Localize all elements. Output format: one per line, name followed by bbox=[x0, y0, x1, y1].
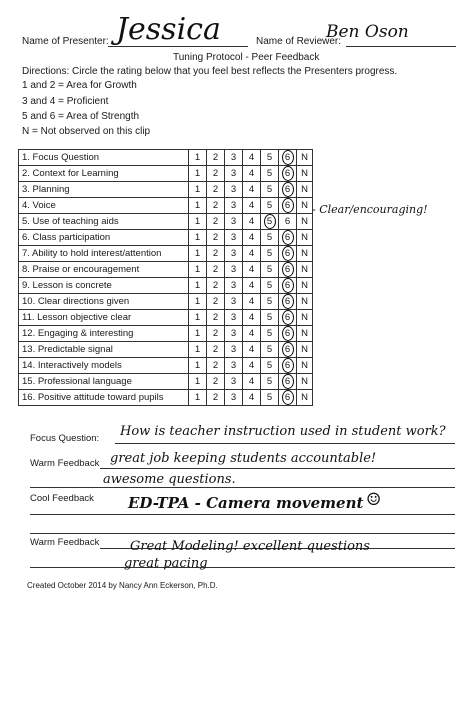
rating-value: 3 bbox=[230, 232, 237, 243]
rating-option-2[interactable] bbox=[207, 278, 225, 294]
notes-area bbox=[313, 182, 462, 198]
rating-option-N[interactable] bbox=[297, 358, 313, 374]
rating-option-6[interactable] bbox=[279, 214, 297, 230]
rating-value: 5 bbox=[266, 264, 273, 275]
rating-option-1[interactable] bbox=[189, 214, 207, 230]
rating-value: 4 bbox=[248, 360, 255, 371]
rating-option-1[interactable] bbox=[189, 342, 207, 358]
rating-value: 5 bbox=[266, 328, 273, 339]
rating-option-3[interactable] bbox=[225, 150, 243, 166]
focus-question-label: Focus Question: bbox=[30, 433, 100, 444]
rating-value: 4 bbox=[248, 376, 255, 387]
criterion-label: 7. Ability to hold interest/attention bbox=[19, 246, 189, 262]
rating-value: N bbox=[301, 392, 308, 403]
rating-option-5[interactable] bbox=[261, 390, 279, 406]
rubric-row bbox=[19, 262, 462, 278]
rating-value: 1 bbox=[194, 232, 201, 243]
rating-value: N bbox=[301, 312, 308, 323]
presenter-label: Name of Presenter: bbox=[22, 36, 109, 47]
rating-option-2[interactable] bbox=[207, 310, 225, 326]
rating-value: 3 bbox=[230, 216, 237, 227]
rating-value: 1 bbox=[194, 248, 201, 259]
rating-option-5[interactable] bbox=[261, 310, 279, 326]
rating-option-5[interactable] bbox=[261, 182, 279, 198]
rating-option-3[interactable] bbox=[225, 374, 243, 390]
rubric-row bbox=[19, 182, 462, 198]
selected-rating: 6 bbox=[282, 166, 294, 181]
rating-option-N[interactable] bbox=[297, 246, 313, 262]
rating-value: N bbox=[301, 232, 308, 243]
rating-option-6[interactable] bbox=[279, 326, 297, 342]
rating-value: N bbox=[301, 328, 308, 339]
rating-option-2[interactable] bbox=[207, 246, 225, 262]
rating-option-6[interactable] bbox=[279, 390, 297, 406]
rating-value: 5 bbox=[266, 376, 273, 387]
notes-area bbox=[313, 294, 462, 310]
rating-option-5[interactable] bbox=[261, 198, 279, 214]
rating-value: 2 bbox=[212, 168, 219, 179]
rating-option-3[interactable] bbox=[225, 358, 243, 374]
rating-value: 4 bbox=[248, 392, 255, 403]
rating-option-3[interactable] bbox=[225, 390, 243, 406]
selected-rating: 6 bbox=[282, 310, 294, 325]
rating-option-N[interactable] bbox=[297, 230, 313, 246]
notes-area bbox=[313, 358, 462, 374]
rating-option-5[interactable] bbox=[261, 278, 279, 294]
rating-value: 1 bbox=[194, 296, 201, 307]
selected-rating: 6 bbox=[282, 150, 294, 165]
rating-value: 1 bbox=[194, 376, 201, 387]
rating-value: N bbox=[301, 184, 308, 195]
warm-feedback-text-2: Great Modeling! excellent questions bbox=[130, 539, 370, 554]
rating-option-6[interactable] bbox=[279, 230, 297, 246]
cool-feedback-label: Cool Feedback bbox=[30, 493, 94, 504]
rating-option-5[interactable] bbox=[261, 230, 279, 246]
focus-underline bbox=[115, 443, 455, 444]
criterion-label: 5. Use of teaching aids bbox=[19, 214, 189, 230]
rating-value: 1 bbox=[194, 360, 201, 371]
rating-option-2[interactable] bbox=[207, 342, 225, 358]
rating-option-N[interactable] bbox=[297, 278, 313, 294]
rating-option-1[interactable] bbox=[189, 278, 207, 294]
rating-option-6[interactable] bbox=[279, 278, 297, 294]
notes-area bbox=[313, 166, 462, 182]
rating-option-N[interactable] bbox=[297, 198, 313, 214]
rubric-row bbox=[19, 150, 462, 166]
rating-option-2[interactable] bbox=[207, 214, 225, 230]
rating-option-2[interactable] bbox=[207, 358, 225, 374]
rating-option-N[interactable] bbox=[297, 326, 313, 342]
rating-option-5[interactable] bbox=[261, 214, 279, 230]
rating-option-2[interactable] bbox=[207, 230, 225, 246]
rubric-row bbox=[19, 358, 462, 374]
selected-rating: 6 bbox=[282, 358, 294, 373]
rubric-row bbox=[19, 246, 462, 262]
rating-option-1[interactable] bbox=[189, 262, 207, 278]
rating-value: 1 bbox=[194, 152, 201, 163]
rating-option-6[interactable] bbox=[279, 374, 297, 390]
rating-value: 3 bbox=[230, 200, 237, 211]
rating-option-4[interactable] bbox=[243, 150, 261, 166]
selected-rating: 6 bbox=[282, 342, 294, 357]
selected-rating: 5 bbox=[264, 214, 276, 229]
form-subtitle: Tuning Protocol - Peer Feedback bbox=[173, 52, 320, 63]
rating-option-4[interactable] bbox=[243, 182, 261, 198]
rating-value: N bbox=[301, 248, 308, 259]
rating-value: 5 bbox=[266, 232, 273, 243]
rating-value: 2 bbox=[212, 264, 219, 275]
rating-value: 4 bbox=[248, 200, 255, 211]
rating-value: 6 bbox=[284, 216, 291, 227]
notes-area bbox=[313, 374, 462, 390]
warm1-underline bbox=[100, 468, 455, 469]
rating-option-4[interactable] bbox=[243, 310, 261, 326]
rating-value: 4 bbox=[248, 232, 255, 243]
footer-credit: Created October 2014 by Nancy Ann Eckerson, Ph.D. bbox=[27, 581, 218, 590]
rating-option-1[interactable] bbox=[189, 294, 207, 310]
directions-text: Directions: Circle the rating below that you feel best reflects the Presenters progress. bbox=[22, 66, 398, 77]
rating-option-4[interactable] bbox=[243, 230, 261, 246]
rating-value: 5 bbox=[266, 296, 273, 307]
rating-value: 4 bbox=[248, 168, 255, 179]
rating-option-N[interactable] bbox=[297, 294, 313, 310]
rating-option-N[interactable] bbox=[297, 310, 313, 326]
rating-option-N[interactable] bbox=[297, 166, 313, 182]
selected-rating: 6 bbox=[282, 278, 294, 293]
rating-option-N[interactable] bbox=[297, 214, 313, 230]
rating-value: 4 bbox=[248, 328, 255, 339]
rating-value: 4 bbox=[248, 344, 255, 355]
rating-option-4[interactable] bbox=[243, 278, 261, 294]
rating-value: 3 bbox=[230, 280, 237, 291]
rating-value: N bbox=[301, 280, 308, 291]
rating-value: 3 bbox=[230, 184, 237, 195]
warm-feedback-label-2: Warm Feedback bbox=[30, 537, 100, 548]
rating-value: 4 bbox=[248, 280, 255, 291]
rating-option-6[interactable] bbox=[279, 310, 297, 326]
criterion-label: 3. Planning bbox=[19, 182, 189, 198]
rubric-row bbox=[19, 342, 462, 358]
rating-option-6[interactable] bbox=[279, 166, 297, 182]
rating-option-N[interactable] bbox=[297, 390, 313, 406]
rating-value: 2 bbox=[212, 280, 219, 291]
reviewer-label: Name of Reviewer: bbox=[256, 36, 342, 47]
selected-rating: 6 bbox=[282, 390, 294, 405]
rating-option-N[interactable] bbox=[297, 342, 313, 358]
rubric-row bbox=[19, 294, 462, 310]
rating-value: 5 bbox=[266, 152, 273, 163]
criterion-label: 12. Engaging & interesting bbox=[19, 326, 189, 342]
rating-option-3[interactable] bbox=[225, 326, 243, 342]
rating-value: 2 bbox=[212, 184, 219, 195]
notes-area bbox=[313, 390, 462, 406]
rubric-row bbox=[19, 326, 462, 342]
rubric-row bbox=[19, 390, 462, 406]
rating-value: N bbox=[301, 376, 308, 387]
rating-value: 3 bbox=[230, 168, 237, 179]
rating-option-5[interactable] bbox=[261, 166, 279, 182]
notes-area bbox=[313, 342, 462, 358]
rating-option-4[interactable] bbox=[243, 262, 261, 278]
criterion-label: 14. Interactively models bbox=[19, 358, 189, 374]
rating-value: 3 bbox=[230, 376, 237, 387]
rubric-row bbox=[19, 230, 462, 246]
rating-value: 2 bbox=[212, 296, 219, 307]
rating-value: N bbox=[301, 200, 308, 211]
cool-feedback-text: ED-TPA - Camera movement bbox=[128, 494, 364, 512]
rating-value: 3 bbox=[230, 248, 237, 259]
rating-value: 3 bbox=[230, 328, 237, 339]
rating-value: 5 bbox=[266, 360, 273, 371]
rating-option-4[interactable] bbox=[243, 342, 261, 358]
rating-option-N[interactable] bbox=[297, 262, 313, 278]
notes-area bbox=[313, 246, 462, 262]
rating-option-6[interactable] bbox=[279, 182, 297, 198]
voice-annotation: - Clear/encouraging! bbox=[312, 203, 428, 216]
rating-option-1[interactable] bbox=[189, 230, 207, 246]
rating-value: 2 bbox=[212, 312, 219, 323]
rating-option-1[interactable] bbox=[189, 150, 207, 166]
rubric-table bbox=[18, 149, 462, 406]
rating-option-5[interactable] bbox=[261, 374, 279, 390]
rating-option-5[interactable] bbox=[261, 326, 279, 342]
rating-option-2[interactable] bbox=[207, 326, 225, 342]
rating-value: 4 bbox=[248, 296, 255, 307]
rating-value: 5 bbox=[266, 392, 273, 403]
rating-option-3[interactable] bbox=[225, 182, 243, 198]
rating-value: 2 bbox=[212, 152, 219, 163]
rating-option-2[interactable] bbox=[207, 262, 225, 278]
rating-option-6[interactable] bbox=[279, 294, 297, 310]
rubric-row bbox=[19, 374, 462, 390]
rating-option-6[interactable] bbox=[279, 358, 297, 374]
scale-strength: 5 and 6 = Area of Strength bbox=[22, 111, 140, 122]
rating-option-3[interactable] bbox=[225, 294, 243, 310]
criterion-label: 8. Praise or encouragement bbox=[19, 262, 189, 278]
rating-value: 2 bbox=[212, 328, 219, 339]
rating-value: 5 bbox=[266, 184, 273, 195]
reviewer-underline bbox=[346, 46, 456, 47]
presenter-name: Jessica bbox=[116, 12, 221, 47]
rating-value: 1 bbox=[194, 168, 201, 179]
rating-option-4[interactable] bbox=[243, 358, 261, 374]
rating-option-5[interactable] bbox=[261, 150, 279, 166]
rating-value: 3 bbox=[230, 152, 237, 163]
rating-option-4[interactable] bbox=[243, 246, 261, 262]
warm-feedback-text-1b: awesome questions. bbox=[103, 472, 236, 487]
rating-value: 5 bbox=[266, 280, 273, 291]
rating-value: 4 bbox=[248, 184, 255, 195]
rating-value: 2 bbox=[212, 376, 219, 387]
selected-rating: 6 bbox=[282, 198, 294, 213]
rating-option-3[interactable] bbox=[225, 230, 243, 246]
warm-feedback-text-1: great job keeping students accountable! bbox=[110, 451, 377, 466]
rating-value: 4 bbox=[248, 152, 255, 163]
rating-option-N[interactable] bbox=[297, 182, 313, 198]
reviewer-name: Ben Oson bbox=[326, 22, 409, 42]
selected-rating: 6 bbox=[282, 182, 294, 197]
notes-area bbox=[313, 326, 462, 342]
rating-option-6[interactable] bbox=[279, 150, 297, 166]
rating-option-6[interactable] bbox=[279, 262, 297, 278]
rubric-row bbox=[19, 278, 462, 294]
criterion-label: 2. Context for Learning bbox=[19, 166, 189, 182]
criterion-label: 16. Positive attitude toward pupils bbox=[19, 390, 189, 406]
selected-rating: 6 bbox=[282, 246, 294, 261]
rating-option-N[interactable] bbox=[297, 150, 313, 166]
rating-value: 1 bbox=[194, 216, 201, 227]
rating-option-2[interactable] bbox=[207, 198, 225, 214]
rating-value: 2 bbox=[212, 248, 219, 259]
rating-value: N bbox=[301, 168, 308, 179]
rating-value: N bbox=[301, 360, 308, 371]
scale-not-observed: N = Not observed on this clip bbox=[22, 126, 151, 137]
selected-rating: 6 bbox=[282, 230, 294, 245]
rating-value: 2 bbox=[212, 200, 219, 211]
rating-option-5[interactable] bbox=[261, 246, 279, 262]
rating-value: 3 bbox=[230, 392, 237, 403]
rating-option-3[interactable] bbox=[225, 278, 243, 294]
rating-option-5[interactable] bbox=[261, 358, 279, 374]
criterion-label: 11. Lesson objective clear bbox=[19, 310, 189, 326]
rating-value: 1 bbox=[194, 312, 201, 323]
rating-value: 1 bbox=[194, 328, 201, 339]
rating-value: 1 bbox=[194, 264, 201, 275]
rating-value: 5 bbox=[266, 312, 273, 323]
criterion-label: 15. Professional language bbox=[19, 374, 189, 390]
rating-option-5[interactable] bbox=[261, 342, 279, 358]
rating-value: 3 bbox=[230, 344, 237, 355]
warm1-line-2 bbox=[30, 487, 455, 488]
rating-option-2[interactable] bbox=[207, 390, 225, 406]
rating-option-1[interactable] bbox=[189, 246, 207, 262]
rating-value: 3 bbox=[230, 360, 237, 371]
rating-option-2[interactable] bbox=[207, 182, 225, 198]
rating-value: 1 bbox=[194, 184, 201, 195]
rating-option-5[interactable] bbox=[261, 294, 279, 310]
rating-option-3[interactable] bbox=[225, 310, 243, 326]
notes-area bbox=[313, 278, 462, 294]
notes-area bbox=[313, 150, 462, 166]
scale-proficient: 3 and 4 = Proficient bbox=[22, 96, 109, 107]
rating-value: 2 bbox=[212, 360, 219, 371]
rating-option-1[interactable] bbox=[189, 198, 207, 214]
rating-value: 1 bbox=[194, 280, 201, 291]
rating-option-1[interactable] bbox=[189, 166, 207, 182]
criterion-label: 10. Clear directions given bbox=[19, 294, 189, 310]
rating-option-4[interactable] bbox=[243, 294, 261, 310]
rating-option-4[interactable] bbox=[243, 198, 261, 214]
rating-value: 5 bbox=[266, 248, 273, 259]
selected-rating: 6 bbox=[282, 294, 294, 309]
criterion-label: 9. Lesson is concrete bbox=[19, 278, 189, 294]
rating-option-4[interactable] bbox=[243, 374, 261, 390]
rating-value: 5 bbox=[266, 200, 273, 211]
rating-value: N bbox=[301, 344, 308, 355]
selected-rating: 6 bbox=[282, 326, 294, 341]
rating-value: 5 bbox=[266, 168, 273, 179]
selected-rating: 6 bbox=[282, 374, 294, 389]
rating-value: N bbox=[301, 296, 308, 307]
warm-feedback-text-2b: great pacing bbox=[124, 556, 208, 571]
cool-underline bbox=[30, 514, 455, 515]
rating-option-1[interactable] bbox=[189, 374, 207, 390]
rating-value: 2 bbox=[212, 392, 219, 403]
scale-growth: 1 and 2 = Area for Growth bbox=[22, 80, 137, 91]
rating-value: 3 bbox=[230, 312, 237, 323]
rating-option-2[interactable] bbox=[207, 150, 225, 166]
rating-option-6[interactable] bbox=[279, 198, 297, 214]
criterion-label: 4. Voice bbox=[19, 198, 189, 214]
rating-option-2[interactable] bbox=[207, 166, 225, 182]
focus-question-text: How is teacher instruction used in student work? bbox=[120, 424, 446, 439]
rating-option-1[interactable] bbox=[189, 310, 207, 326]
rating-value: 4 bbox=[248, 216, 255, 227]
notes-area bbox=[313, 262, 462, 278]
selected-rating: 6 bbox=[282, 262, 294, 277]
rubric-row bbox=[19, 166, 462, 182]
criterion-label: 6. Class participation bbox=[19, 230, 189, 246]
rating-value: N bbox=[301, 152, 308, 163]
rating-option-4[interactable] bbox=[243, 166, 261, 182]
criterion-label: 13. Predictable signal bbox=[19, 342, 189, 358]
rating-option-5[interactable] bbox=[261, 262, 279, 278]
criterion-label: 1. Focus Question bbox=[19, 150, 189, 166]
rating-option-N[interactable] bbox=[297, 374, 313, 390]
rating-value: 4 bbox=[248, 312, 255, 323]
rating-value: 3 bbox=[230, 264, 237, 275]
rating-option-3[interactable] bbox=[225, 246, 243, 262]
rating-option-3[interactable] bbox=[225, 262, 243, 278]
rating-value: 5 bbox=[266, 344, 273, 355]
warm-feedback-label-1: Warm Feedback bbox=[30, 458, 100, 469]
rating-option-2[interactable] bbox=[207, 294, 225, 310]
rating-value: 2 bbox=[212, 344, 219, 355]
rating-option-4[interactable] bbox=[243, 390, 261, 406]
rating-option-3[interactable] bbox=[225, 166, 243, 182]
rating-option-2[interactable] bbox=[207, 374, 225, 390]
rating-value: 1 bbox=[194, 392, 201, 403]
warm2-line-2 bbox=[30, 567, 455, 568]
rating-value: 2 bbox=[212, 232, 219, 243]
rating-option-6[interactable] bbox=[279, 246, 297, 262]
rating-option-3[interactable] bbox=[225, 198, 243, 214]
notes-area bbox=[313, 310, 462, 326]
smiley-icon: ☺ bbox=[366, 490, 382, 510]
rating-option-1[interactable] bbox=[189, 358, 207, 374]
rating-value: 1 bbox=[194, 200, 201, 211]
rating-option-1[interactable] bbox=[189, 326, 207, 342]
rating-option-4[interactable] bbox=[243, 214, 261, 230]
rating-value: 3 bbox=[230, 296, 237, 307]
notes-area bbox=[313, 230, 462, 246]
rating-value: 4 bbox=[248, 264, 255, 275]
rating-value: 1 bbox=[194, 344, 201, 355]
rating-option-6[interactable] bbox=[279, 342, 297, 358]
rating-value: 2 bbox=[212, 216, 219, 227]
rating-option-3[interactable] bbox=[225, 214, 243, 230]
rating-value: N bbox=[301, 216, 308, 227]
rating-value: N bbox=[301, 264, 308, 275]
rating-option-3[interactable] bbox=[225, 342, 243, 358]
blank-line bbox=[30, 533, 455, 534]
rubric-row bbox=[19, 310, 462, 326]
rating-value: 4 bbox=[248, 248, 255, 259]
rating-option-1[interactable] bbox=[189, 182, 207, 198]
rating-option-1[interactable] bbox=[189, 390, 207, 406]
rating-option-4[interactable] bbox=[243, 326, 261, 342]
